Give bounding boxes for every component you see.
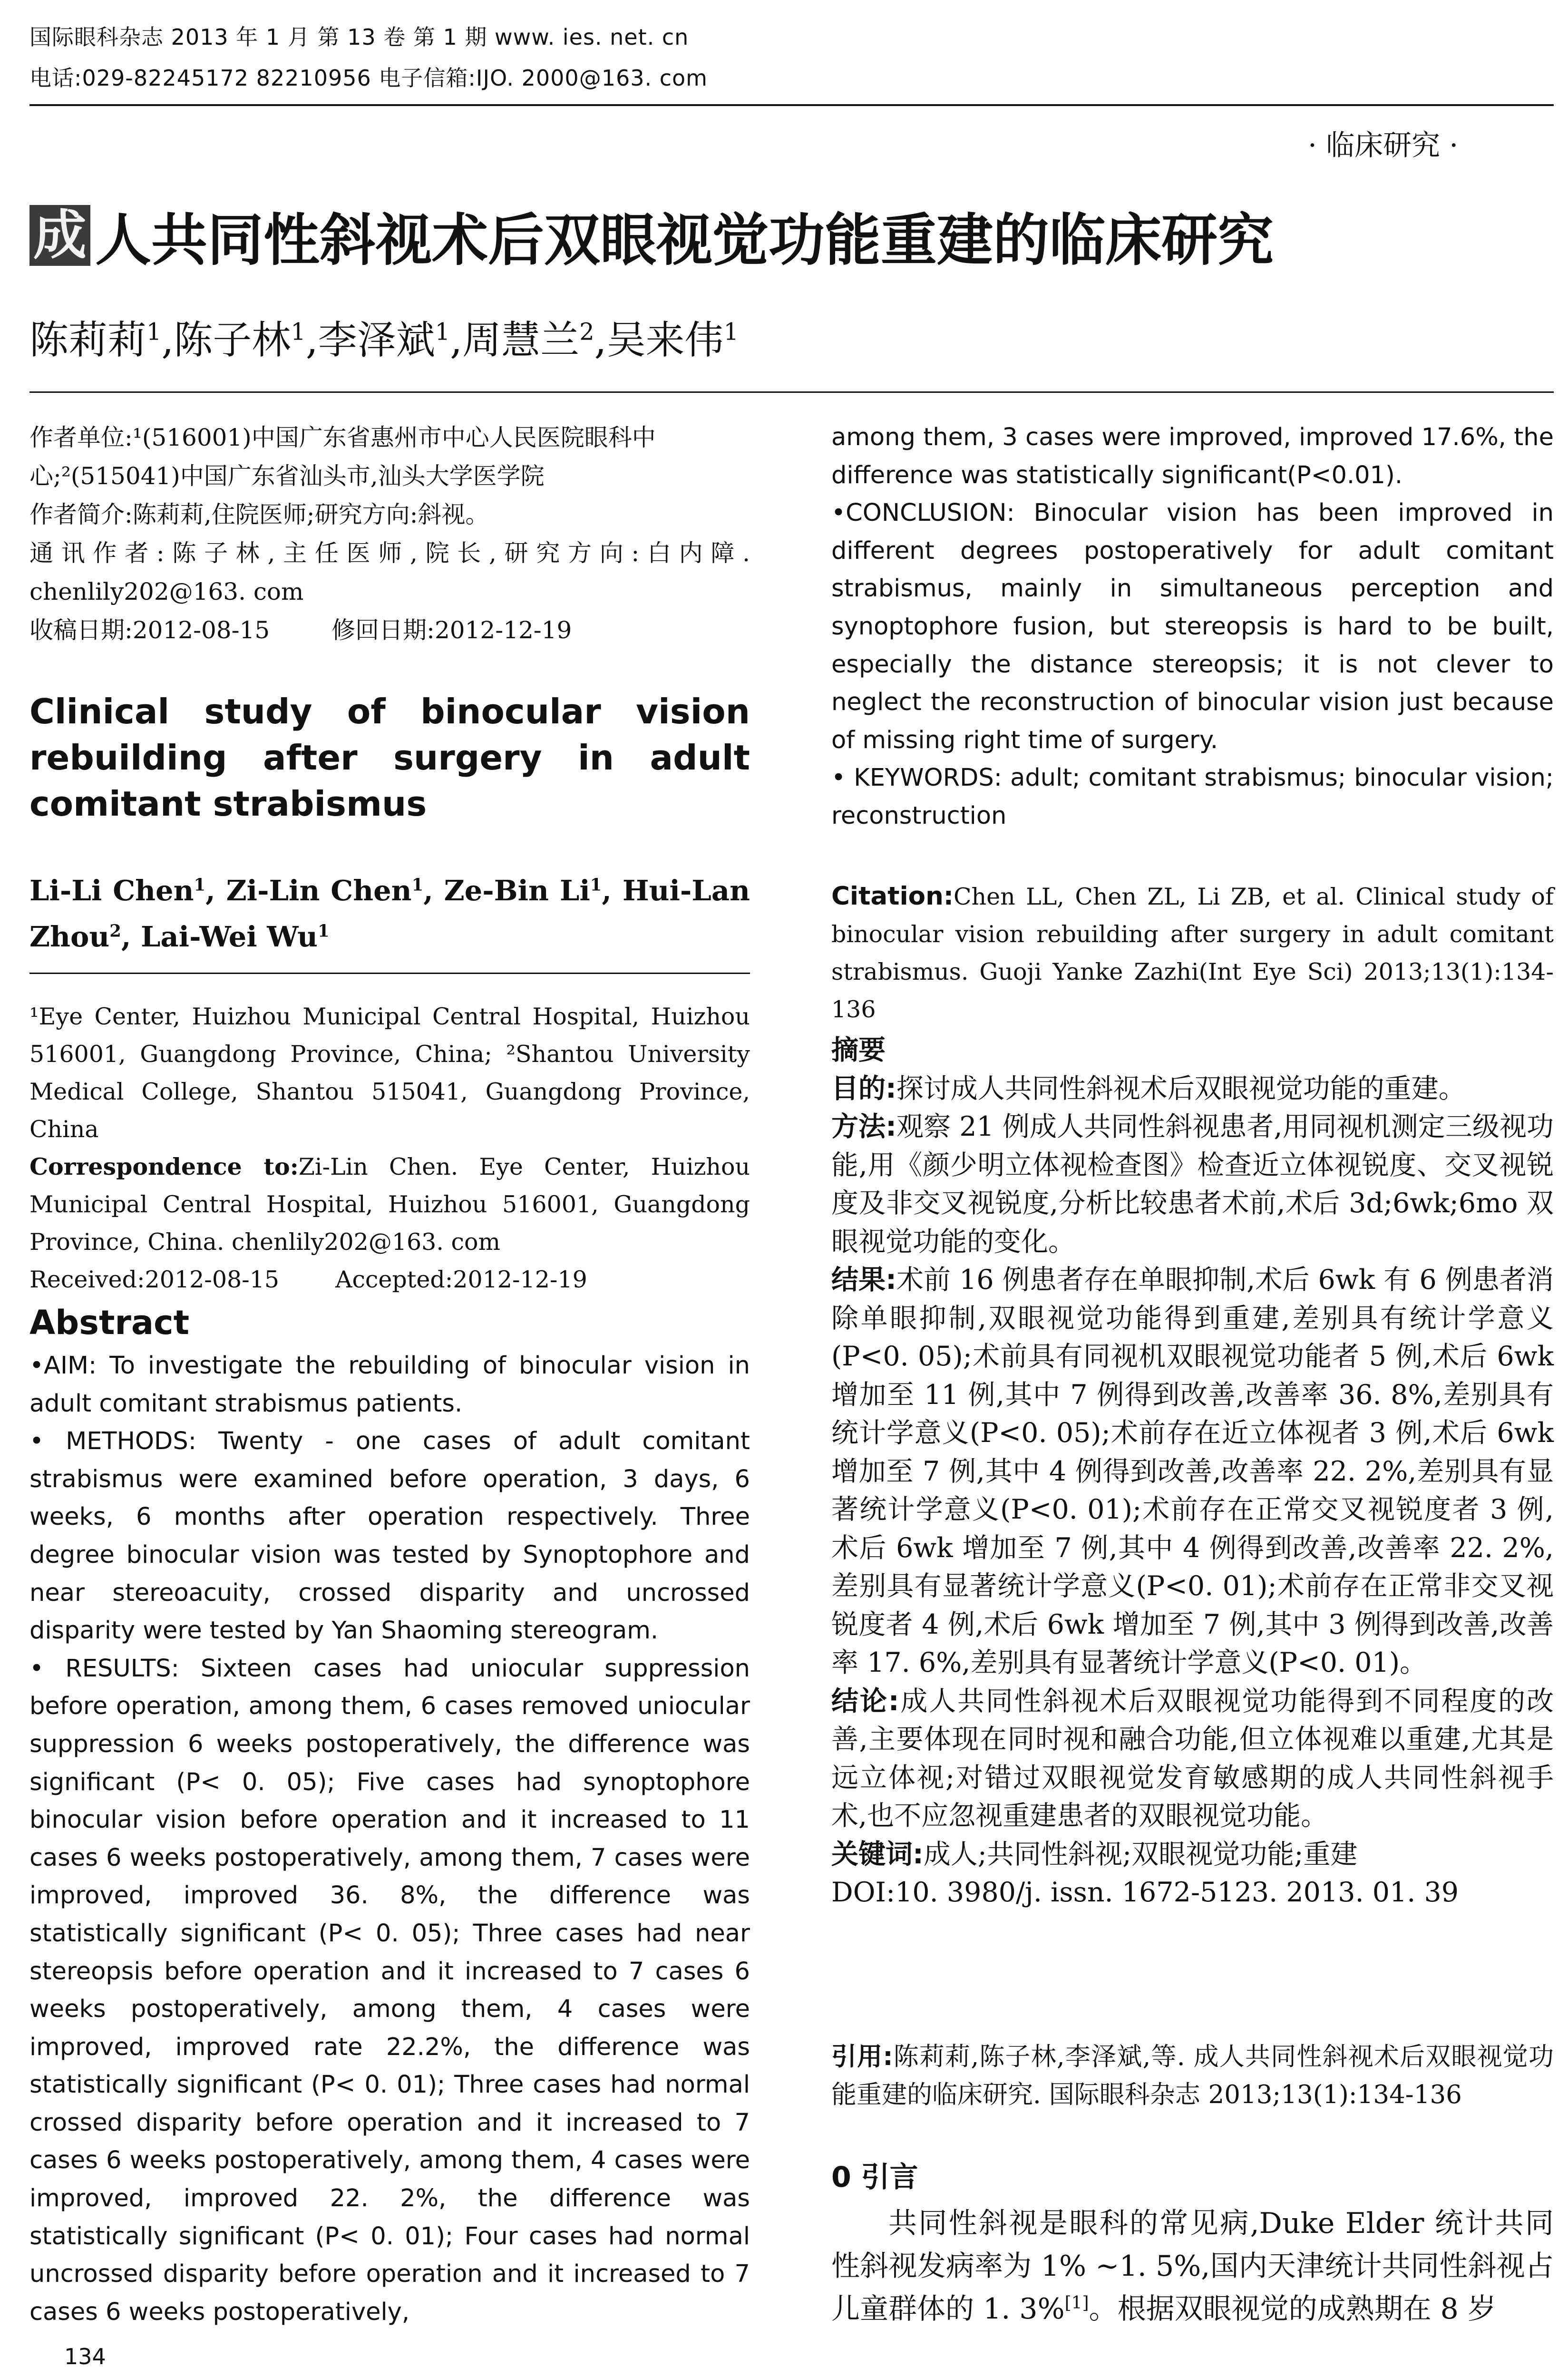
abstract-cn-methods xyxy=(831,1108,1554,1261)
author-en-name: Zi-Lin Chen xyxy=(226,874,412,907)
aim-cn-label: 目的: xyxy=(831,1072,896,1104)
citation-en xyxy=(831,877,1554,1028)
accepted-en: Accepted:2012-12-19 xyxy=(335,1266,587,1293)
title-divider xyxy=(29,391,1554,393)
page-number: 134 xyxy=(64,2344,106,2369)
english-affiliation xyxy=(29,998,750,1298)
aim-cn-text: 探讨成人共同性斜视术后双眼视觉功能的重建。 xyxy=(896,1072,1466,1104)
author-unit-line1: 作者单位:¹(516001)中国广东省惠州市中心人民医院眼科中 xyxy=(29,424,656,451)
intro-text: 共同性斜视是眼科的常见病,Duke Elder 统计共同性斜视发病率为 1% ~1. 5%,国内天津统计共同性斜视占儿童群体的 1. 3% xyxy=(831,2207,1554,2326)
author-en-name: Lai-Wei Wu xyxy=(140,920,318,953)
author-en-separator: , xyxy=(602,874,623,907)
author-cn-separator: , xyxy=(594,318,607,363)
abstract-keywords: • KEYWORDS: adult; comitant strabismus; binocular vision; reconstruction xyxy=(831,764,1554,830)
english-authors xyxy=(29,867,750,960)
citation-cn-label: 引用: xyxy=(831,2042,893,2071)
header-divider xyxy=(29,104,1554,106)
correspondence-label: Correspondence to: xyxy=(29,1153,299,1180)
intro-reference: [1] xyxy=(1064,2293,1089,2313)
corresponding-author-line1: 通讯作者:陈子林,主任医师,院长,研究方向:白内障. xyxy=(29,539,750,567)
abstract-methods: • METHODS: Twenty - one cases of adult comitant strabismus were examined before operation, 3 days, 6 weeks, 6 months after operation respectively. Three degree binocular vision was tested by Synoptophore and near stereoacuity, crossed disparity and uncrossed disparity were tested by Yan Shaoming stereogram. xyxy=(29,1427,750,1645)
authors-cn xyxy=(29,309,739,365)
corresponding-author-email: chenlily202@163. com xyxy=(29,578,304,605)
doi: DOI:10. 3980/j. issn. 1672-5123. 2013. 01. 39 xyxy=(831,1877,1459,1908)
abstract-cn-results xyxy=(831,1261,1554,1682)
results-cn-text: 术前 16 例患者存在单眼抑制,术后 6wk 有 6 例患者消除单眼抑制,双眼视觉功能得到重建,差别具有统计学意义(P<0. 05);术前具有同视机双眼视觉功能者 5 例,术后 6wk 增加至 11 例,其中 7 例得到改善,改善率 36. 8%,差别具有统计学意义(P<0. 05);术前存在近立体视者 3 例,术后 6wk 增加至 7 例,其中 4 例得到改善,改善率 22. 2%,差别具有显著统计学意义(P<0. 01);术前存在正常交叉视锐度者 3 例,术后 6wk 增加至 7 例,其中 4 例得到改善,改善率 22. 2%,差别具有显著统计学意义(P<0. 01);术前存在正常非交叉视锐度者 4 例,术后 6wk 增加至 7 例,其中 3 例得到改善,改善率 17. 6%,差别具有显著统计学意义(P<0. 01)。 xyxy=(831,1264,1554,1678)
abstract-cn xyxy=(831,1031,1554,1912)
abstract-results-continued: among them, 3 cases were improved, improved 17.6%, the difference was statistically significant(P<0.01). xyxy=(831,423,1554,489)
author-en-separator: , xyxy=(205,874,226,907)
author-en-name: Li-Li Chen xyxy=(29,874,194,907)
received-accepted-dates xyxy=(29,1261,750,1298)
methods-cn-label: 方法: xyxy=(831,1111,896,1142)
author-en-separator: , xyxy=(423,874,444,907)
abstract-cn-heading: 摘要 xyxy=(831,1034,886,1066)
author-en-affiliation-mark: 2 xyxy=(109,921,121,941)
author-cn-name: 周慧兰 xyxy=(462,318,580,363)
title-dropcap: 成 xyxy=(29,205,90,266)
conclusion-cn-label: 结论: xyxy=(831,1685,899,1717)
article-title xyxy=(29,200,1274,271)
citation-cn xyxy=(831,2038,1554,2114)
author-cn-name: 陈子林 xyxy=(174,318,291,363)
author-en-affiliation-mark: 1 xyxy=(318,921,330,941)
author-cn-separator: , xyxy=(305,318,318,363)
citation-label: Citation: xyxy=(831,882,954,911)
abstract-heading: Abstract xyxy=(29,1303,190,1342)
author-cn-separator: , xyxy=(161,318,174,363)
abstract-en-left xyxy=(29,1347,750,2331)
abstract-en-right xyxy=(831,419,1554,835)
abstract-conclusion: •CONCLUSION: Binocular vision has been improved in different degrees postoperatively for adult comitant strabismus, mainly in simultaneous perception and synoptophore fusion, but stereopsis is hard to be built, especially the distance stereopsis; it is not clever to neglect the reconstruction of binocular vision just because of missing right time of surgery. xyxy=(831,499,1554,754)
author-cn-affiliation-mark: 1 xyxy=(291,318,306,346)
revised-date: 修回日期:2012-12-19 xyxy=(331,616,572,644)
methods-cn-text: 观察 21 例成人共同性斜视患者,用同视机测定三级视功能,用《颜少明立体视检查图》检查近立体视锐度、交叉视锐度及非交叉视锐度,分析比较患者术前,术后 3d;6wk;6mo 双眼视觉功能的变化。 xyxy=(831,1111,1554,1257)
abstract-cn-keywords xyxy=(831,1835,1554,1874)
received-revised-dates xyxy=(29,611,750,650)
author-en-name: Ze-Bin Li xyxy=(444,874,590,907)
author-cn-affiliation-mark: 1 xyxy=(146,318,162,346)
abstract-cn-conclusion xyxy=(831,1682,1554,1835)
author-cn-affiliation-mark: 1 xyxy=(723,318,739,346)
citation-text: Chen LL, Chen ZL, Li ZB, et al. Clinical study of binocular vision rebuilding after surgery in adult comitant strabismus. Guoji Yanke Zazhi(Int Eye Sci) 2013;13(1):134-136 xyxy=(831,883,1554,1023)
journal-header-line1: 国际眼科杂志 2013 年 1 月 第 13 卷 第 1 期 www. ies. net. cn xyxy=(29,24,689,50)
title-text: 人共同性斜视术后双眼视觉功能重建的临床研究 xyxy=(95,207,1274,273)
keywords-cn-text: 成人;共同性斜视;双眼视觉功能;重建 xyxy=(923,1838,1358,1870)
conclusion-cn-text: 成人共同性斜视术后双眼视觉功能得到不同程度的改善,主要体现在同时视和融合功能,但立体视难以重建,尤其是远立体视;对错过双眼视觉发育敏感期的成人共同性斜视手术,也不应忽视重建患者的双眼视觉功能。 xyxy=(831,1685,1554,1831)
results-cn-label: 结果: xyxy=(831,1264,896,1296)
section-tag: · 临床研究 · xyxy=(1308,129,1459,162)
author-meta xyxy=(29,419,750,650)
author-en-affiliation-mark: 1 xyxy=(590,875,602,895)
author-unit-line2: 心;²(515041)中国广东省汕头市,汕头大学医学院 xyxy=(29,462,545,490)
affiliation-divider xyxy=(29,973,750,974)
author-en-name: Hui-Lan Zhou xyxy=(29,874,750,953)
journal-header-line2: 电话:029-82245172 82210956 电子信箱:IJO. 2000@163. com xyxy=(29,65,708,91)
author-cn-name: 陈莉莉 xyxy=(29,318,147,363)
author-cn-affiliation-mark: 1 xyxy=(435,318,450,346)
affiliation-text: ¹Eye Center, Huizhou Municipal Central Hospital, Huizhou 516001, Guangdong Province, China; ²Shantou University Medical College, Shantou 515041, Guangdong Province, China xyxy=(29,1003,750,1143)
abstract-cn-aim xyxy=(831,1070,1554,1108)
abstract-aim: •AIM: To investigate the rebuilding of binocular vision in adult comitant strabismus patients. xyxy=(29,1352,750,1418)
author-bio: 作者简介:陈莉莉,住院医师;研究方向:斜视。 xyxy=(29,501,489,528)
author-en-affiliation-mark: 1 xyxy=(194,875,206,895)
abstract-results: • RESULTS: Sixteen cases had uniocular suppression before operation, among them, 6 cases removed uniocular suppression 6 weeks postoperatively, the difference was significant (P< 0. 05); Five cases had synoptophore binocular vision before operation and it increased to 11 cases 6 weeks postoperatively, among them, 7 cases were improved, improved 36. 8%, the difference was statistically significant (P< 0. 05); Three cases had near stereopsis before operation and it increased to 7 cases 6 weeks postoperatively, among them, 4 cases were improved, improved rate 22.2%, the difference was statistically significant (P< 0. 01); Three cases had normal crossed disparity before operation and it increased to 7 cases 6 weeks postoperatively, among them, 4 cases were improved, improved 22. 2%, the difference was statistically significant (P< 0. 01); Four cases had normal uncrossed disparity before operation and it increased to 7 cases 6 weeks postoperatively, xyxy=(29,1654,750,2326)
author-cn-name: 李泽斌 xyxy=(318,318,435,363)
received-en: Received:2012-08-15 xyxy=(29,1266,280,1293)
author-cn-separator: , xyxy=(450,318,463,363)
intro-text-continued: 。根据双眼视觉的成熟期在 8 岁 xyxy=(1089,2292,1496,2326)
author-cn-affiliation-mark: 2 xyxy=(579,318,594,346)
author-cn-name: 吴来伟 xyxy=(606,318,724,363)
keywords-cn-label: 关键词: xyxy=(831,1838,924,1870)
citation-cn-text: 陈莉莉,陈子林,李泽斌,等. 成人共同性斜视术后双眼视觉功能重建的临床研究. 国际眼科杂志 2013;13(1):134-136 xyxy=(831,2042,1554,2109)
english-title: Clinical study of binocular vision rebuilding after surgery in adult comitant strabismus xyxy=(29,692,750,824)
received-date: 收稿日期:2012-08-15 xyxy=(29,616,270,644)
author-en-affiliation-mark: 1 xyxy=(411,875,424,895)
correspondence-text: Zi-Lin Chen. Eye Center, Huizhou Municipal Central Hospital, Huizhou 516001, Guangdong Province, China. chenlily202@163. com xyxy=(29,1153,750,1256)
author-en-separator: , xyxy=(121,920,141,953)
intro-heading: 0 引言 xyxy=(831,2161,918,2194)
intro-paragraph xyxy=(831,2202,1554,2330)
